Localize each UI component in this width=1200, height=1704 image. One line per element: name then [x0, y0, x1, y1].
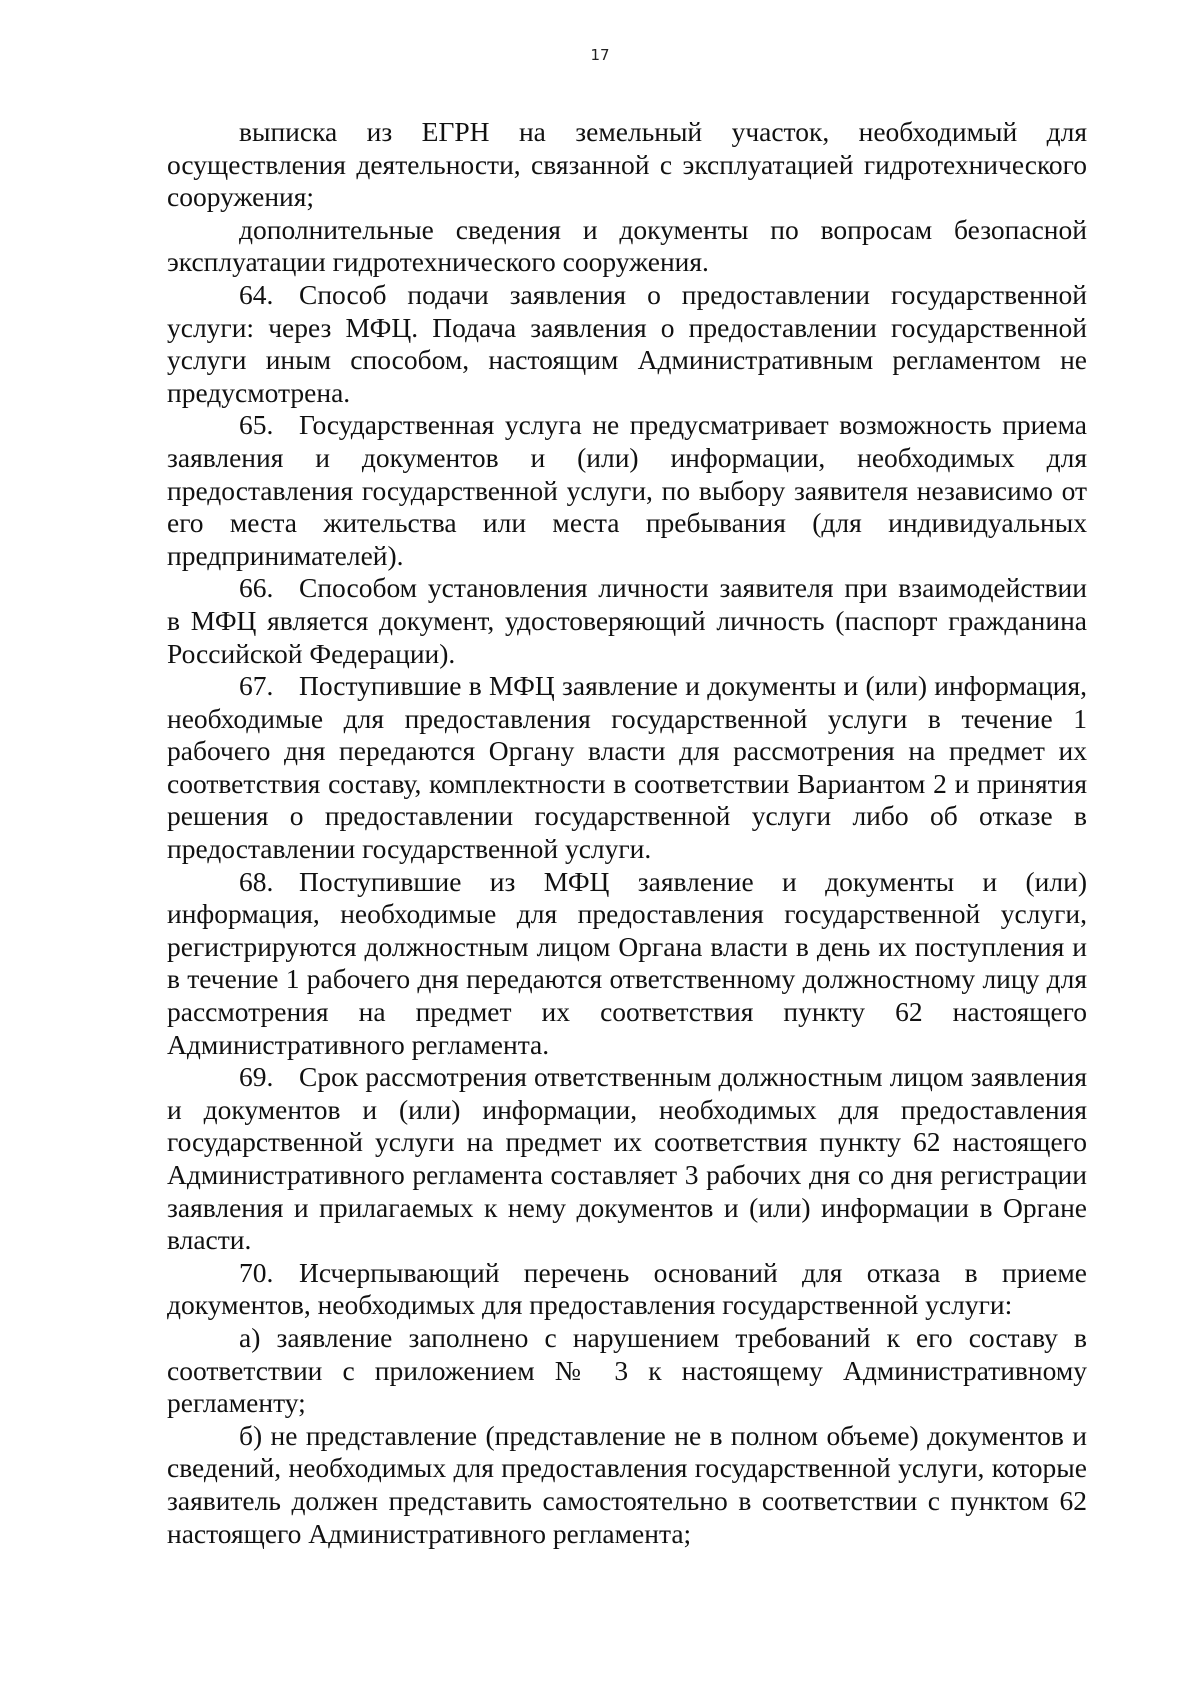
- numbered-paragraph-66: [167, 572, 1087, 670]
- paragraph-text: Способ подачи заявления о предоставлении государственной услуги: через МФЦ. Подача заявления о предоставлении государственной услуги иным способом, настоящим Административным регламентом не предусмотрена.: [167, 278, 1087, 408]
- paragraph-number: 65.: [239, 409, 274, 441]
- paragraph: [167, 116, 1087, 214]
- paragraph-number: 69.: [239, 1061, 274, 1093]
- paragraph-text: Срок рассмотрения ответственным должностным лицом заявления и документов и (или) информации, необходимых для предоставления государственной услуги на предмет их соответствия пункту 62 настоящего Административного регламента составляет 3 рабочих дня со дня регистрации заявления и прилагаемых к нему документов и (или) информации в Органе власти.: [167, 1061, 1087, 1256]
- paragraph-number: 70.: [239, 1256, 274, 1288]
- paragraph-text: а) заявление заполнено с нарушением требований к его составу в соответствии с приложением № 3 к настоящему Административному регламенту;: [167, 1321, 1087, 1419]
- paragraph-text: Способом установления личности заявителя при взаимодействии в МФЦ является документ, удостоверяющий личность (паспорт гражданина Российской Федерации).: [167, 572, 1087, 669]
- paragraph-text: Поступившие в МФЦ заявление и документы и (или) информация, необходимые для предоставления государственной услуги в течение 1 рабочего дня передаются Органу власти для рассмотрения на предмет их соответствия составу, комплектности в соответствии Вариантом 2 и принятия решения о предоставлении государственной услуги либо об отказе в предоставлении государственной услуги.: [167, 670, 1087, 865]
- paragraph-text: дополнительные сведения и документы по вопросам безопасной эксплуатации гидротехнического сооружения.: [167, 213, 1087, 278]
- document-body: [167, 116, 1087, 1550]
- list-item-b: [167, 1420, 1087, 1550]
- page-number: 17: [590, 46, 610, 64]
- list-item-a: [167, 1322, 1087, 1420]
- numbered-paragraph-67: [167, 670, 1087, 866]
- numbered-paragraph-70: [167, 1257, 1087, 1322]
- paragraph-number: 64.: [239, 278, 274, 310]
- paragraph-number: 67.: [239, 670, 274, 702]
- numbered-paragraph-65: [167, 409, 1087, 572]
- paragraph-text: Государственная услуга не предусматривает возможность приема заявления и документов и (или) информации, необходимых для предоставления государственной услуги, по выбору заявителя независимо от его места жительства или места пребывания (для индивидуальных предпринимателей).: [167, 409, 1087, 571]
- paragraph-number: 68.: [239, 865, 274, 897]
- paragraph-text: выписка из ЕГРН на земельный участок, необходимый для осуществления деятельности, связанной с эксплуатацией гидротехнического сооружения;: [167, 116, 1087, 213]
- paragraph: [167, 214, 1087, 279]
- numbered-paragraph-64: [167, 279, 1087, 409]
- paragraph-text: Поступившие из МФЦ заявление и документы и (или) информация, необходимые для предоставления государственной услуги, регистрируются должностным лицом Органа власти в день их поступления и в течение 1 рабочего дня передаются ответственному должностному лицу для рассмотрения на предмет их соответствия пункту 62 настоящего Административного регламента.: [167, 865, 1087, 1060]
- paragraph-text: б) не представление (представление не в полном объеме) документов и сведений, необходимых для предоставления государственной услуги, которые заявитель должен представить самостоятельно в соответствии с пунктом 62 настоящего Административного регламента;: [167, 1419, 1087, 1549]
- paragraph-number: 66.: [239, 572, 274, 604]
- numbered-paragraph-69: [167, 1061, 1087, 1257]
- numbered-paragraph-68: [167, 866, 1087, 1062]
- paragraph-text: Исчерпывающий перечень оснований для отказа в приеме документов, необходимых для предоставления государственной услуги:: [167, 1256, 1087, 1321]
